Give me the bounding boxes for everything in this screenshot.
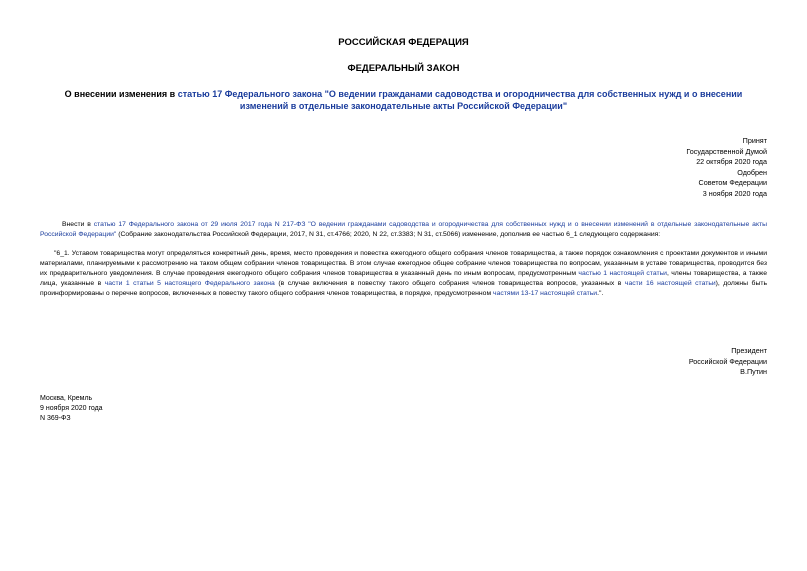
amendment-paragraph [40, 249, 767, 299]
signature-line-2: Российской Федерации [688, 356, 767, 366]
amendment-text-2: , члены товарищества, а также лица, указанные в [40, 270, 768, 287]
place-line-1: Москва, Кремль [40, 395, 93, 402]
amendment-text-1: "6_1. Уставом товарищества могут определяться конкретный день, время, место проведения и повестка ежегодного общего собрания членов товарищества, а также порядок ознакомления с проектами документов и иными материалами, планируемыми к рассмотрению на таком общем собрании членов товарищества. В этом случае ежегодное общее собрание членов товарищества по вопросам, указанным в уставе товарищества, проводится без их предварительного уведомления. В случае проведения ежегодного общего собрания членов товарищества в указанный день по иным вопросам, предусмотренным [40, 250, 767, 277]
adoption-line-6: 3 ноября 2020 года [702, 188, 767, 198]
amendment-link-4[interactable]: частями 13-17 настоящей статьи [493, 290, 598, 297]
law-title-prefix: О внесении изменения в [64, 89, 178, 99]
doc-type-heading: ФЕДЕРАЛЬНЫЙ ЗАКОН [347, 63, 460, 74]
adoption-line-1: Принят [742, 136, 767, 145]
law-title-link[interactable]: статью 17 Федерального закона "О ведении гражданами садоводства и огородничества для собственных нужд и о внесении изменений в отдельные законодательные акты Российской Федерации" [177, 89, 743, 111]
amendment-link-3[interactable]: части 16 настоящей статьи [624, 280, 716, 287]
place-line-2: 9 ноября 2020 года [40, 405, 103, 412]
adoption-line-4: Одобрен [737, 167, 767, 177]
law-title [40, 88, 767, 112]
intro-link[interactable]: статью 17 Федерального закона от 29 июля 2017 года N 217-ФЗ "О ведении гражданами садоводства и огородничества для собственных нужд и о внесении изменений в отдельные законодательные акты Российской Федерации" [40, 221, 767, 238]
adoption-line-3: 22 октября 2020 года [696, 157, 767, 166]
place-block [40, 394, 103, 424]
intro-text-2: (Собрание законодательства Российской Федерации, 2017, N 31, ст.4766; 2020, N 22, ст.3383; N 31, ст.5066) изменение, дополнив ее частью 6_1 следующего содержания: [116, 231, 661, 238]
amendment-link-1[interactable]: частью 1 настоящей статьи [578, 270, 667, 277]
country-heading: РОССИЙСКАЯ ФЕДЕРАЦИЯ [338, 37, 469, 48]
intro-paragraph [40, 220, 767, 240]
signature-line-1: Президент [731, 346, 767, 355]
intro-text-1: Внести в [62, 221, 94, 228]
place-line-3: N 369-ФЗ [40, 415, 71, 422]
signature-line-3: В.Путин [740, 367, 767, 376]
adoption-block [686, 136, 767, 199]
adoption-line-5: Советом Федерации [698, 178, 767, 187]
amendment-text-5: .". [597, 290, 604, 297]
amendment-text-4: ), должны быть проинформированы о перечне вопросов, включенных в повестку такого общего собрания членов товарищества, в порядке, предусмотренном [40, 280, 767, 297]
adoption-line-2: Государственной Думой [686, 146, 767, 156]
amendment-text-3: (в случае включения в повестку такого общего собрания членов товарищества вопросов, указанных в [274, 280, 625, 287]
signature-block [689, 346, 767, 378]
amendment-link-2[interactable]: части 1 статьи 5 настоящего Федерального закона [104, 280, 275, 287]
